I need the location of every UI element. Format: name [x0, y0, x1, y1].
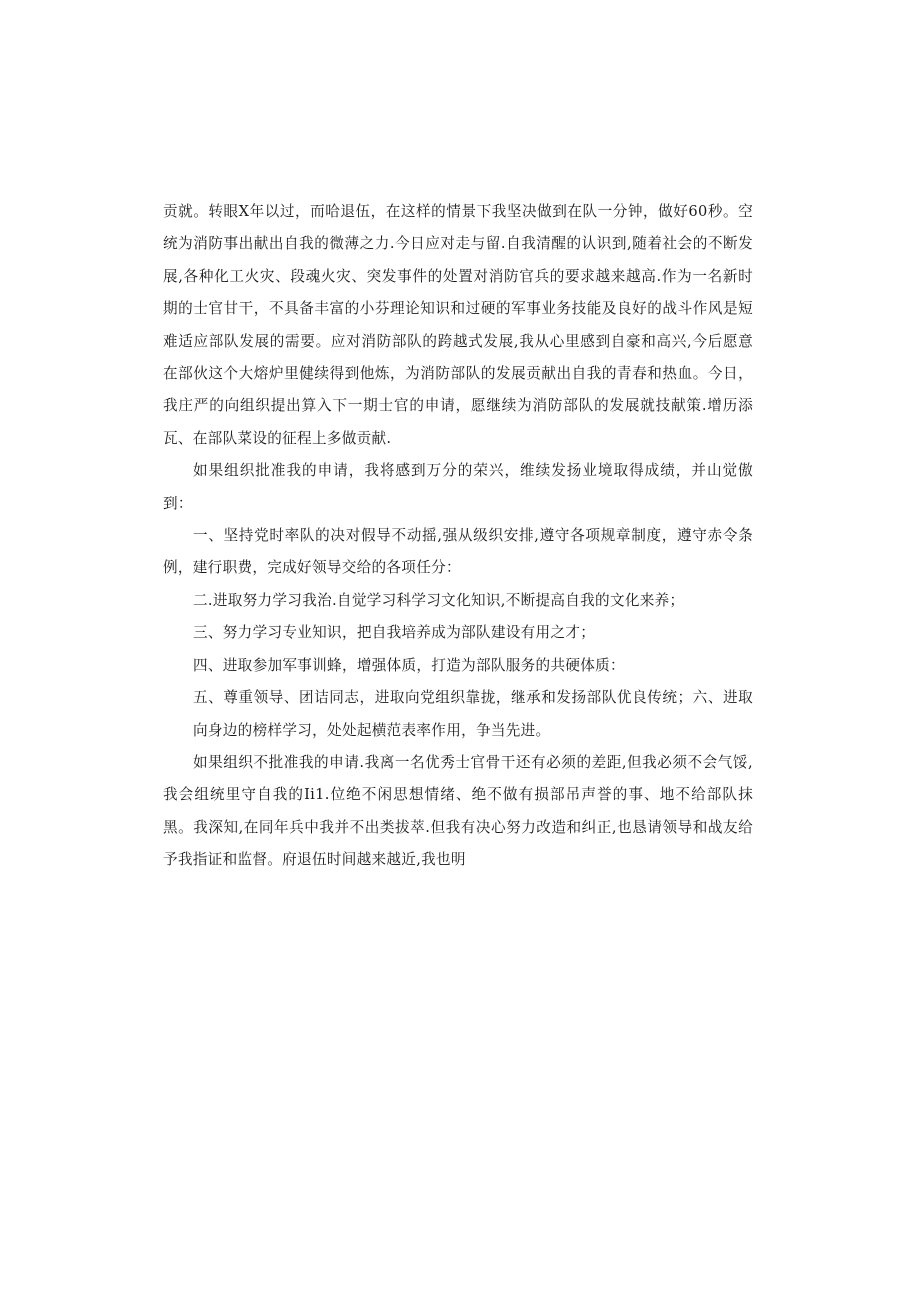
paragraph-6: 四、进取参加军事训蜂，增强体质，打造为部队服务的共硬体质：	[193, 656, 625, 674]
paragraph-8: 如果组织不批准我的申请.我离一名优秀士官骨干还有必须的差距,但我必须不会气馁,我会组统里守自我的Ii1.位绝不闲思想情绪、绝不做有损部吊声誉的事、地不给部队抹黑。我深知,在同年兵中我并不出类拔萃.但我有决心努力改造和纠正,也恳请领导和战友给予我指证和监督。府退伍时间越来越近,我也明	[163, 753, 753, 869]
paragraph-7: 五、尊重领导、团诘同志，进取向党组织靠拢，继承和发扬部队优良传统；六、进取向身边的榜样学习，处处起横范表率作用，争当先进。	[193, 689, 753, 739]
paragraph-1: 贡就。转眼X年以过，而哈退伍，在这样的情景下我坚决做到在队一分钟，做好60秒。空统为消防事出献出自我的微薄之力.今日应对走与留.自我清醒的认识到,随着社会的不断发展,各种化工火灾、段魂火灾、突发事件的处置对消防官兵的要求越来越高.作为一名新时期的士官甘干，不具备丰富的小芬理论知识和过硬的军事业务技能及良好的战斗作风是短难适应部队发展的需要。应对消防部队的跨越式发展,我从心里感到自豪和高兴,今后愿意在部伙这个大熔炉里健续得到他炼，为消防部队的发展贡献出自我的青春和热血。今日，我庄严的向组织提出算入下一期士官的申请，愿继续为消防部队的发展就技献策.增历添瓦、在部队菜设的征程上多做贡献.	[163, 203, 753, 447]
paragraph-2: 如果组织批准我的申请，我将感到万分的荣兴，维续发扬业境取得成绩，并山觉傲到：	[163, 462, 753, 512]
paragraph-3: 一、坚持党时率队的决对假导不动摇,强从级织安排,遵守各项规章制度，遵守赤令条例，建行职费，完成好领导交给的各项任分：	[163, 527, 753, 577]
paragraph-5: 三、努力学习专业知识，把自我培养成为部队建设有用之才；	[193, 624, 596, 642]
document-body	[163, 196, 753, 877]
paragraph-4: 二.进取努力学习我治.自觉学习科学习文化知识,不断提高自我的文化来养；	[193, 591, 685, 609]
